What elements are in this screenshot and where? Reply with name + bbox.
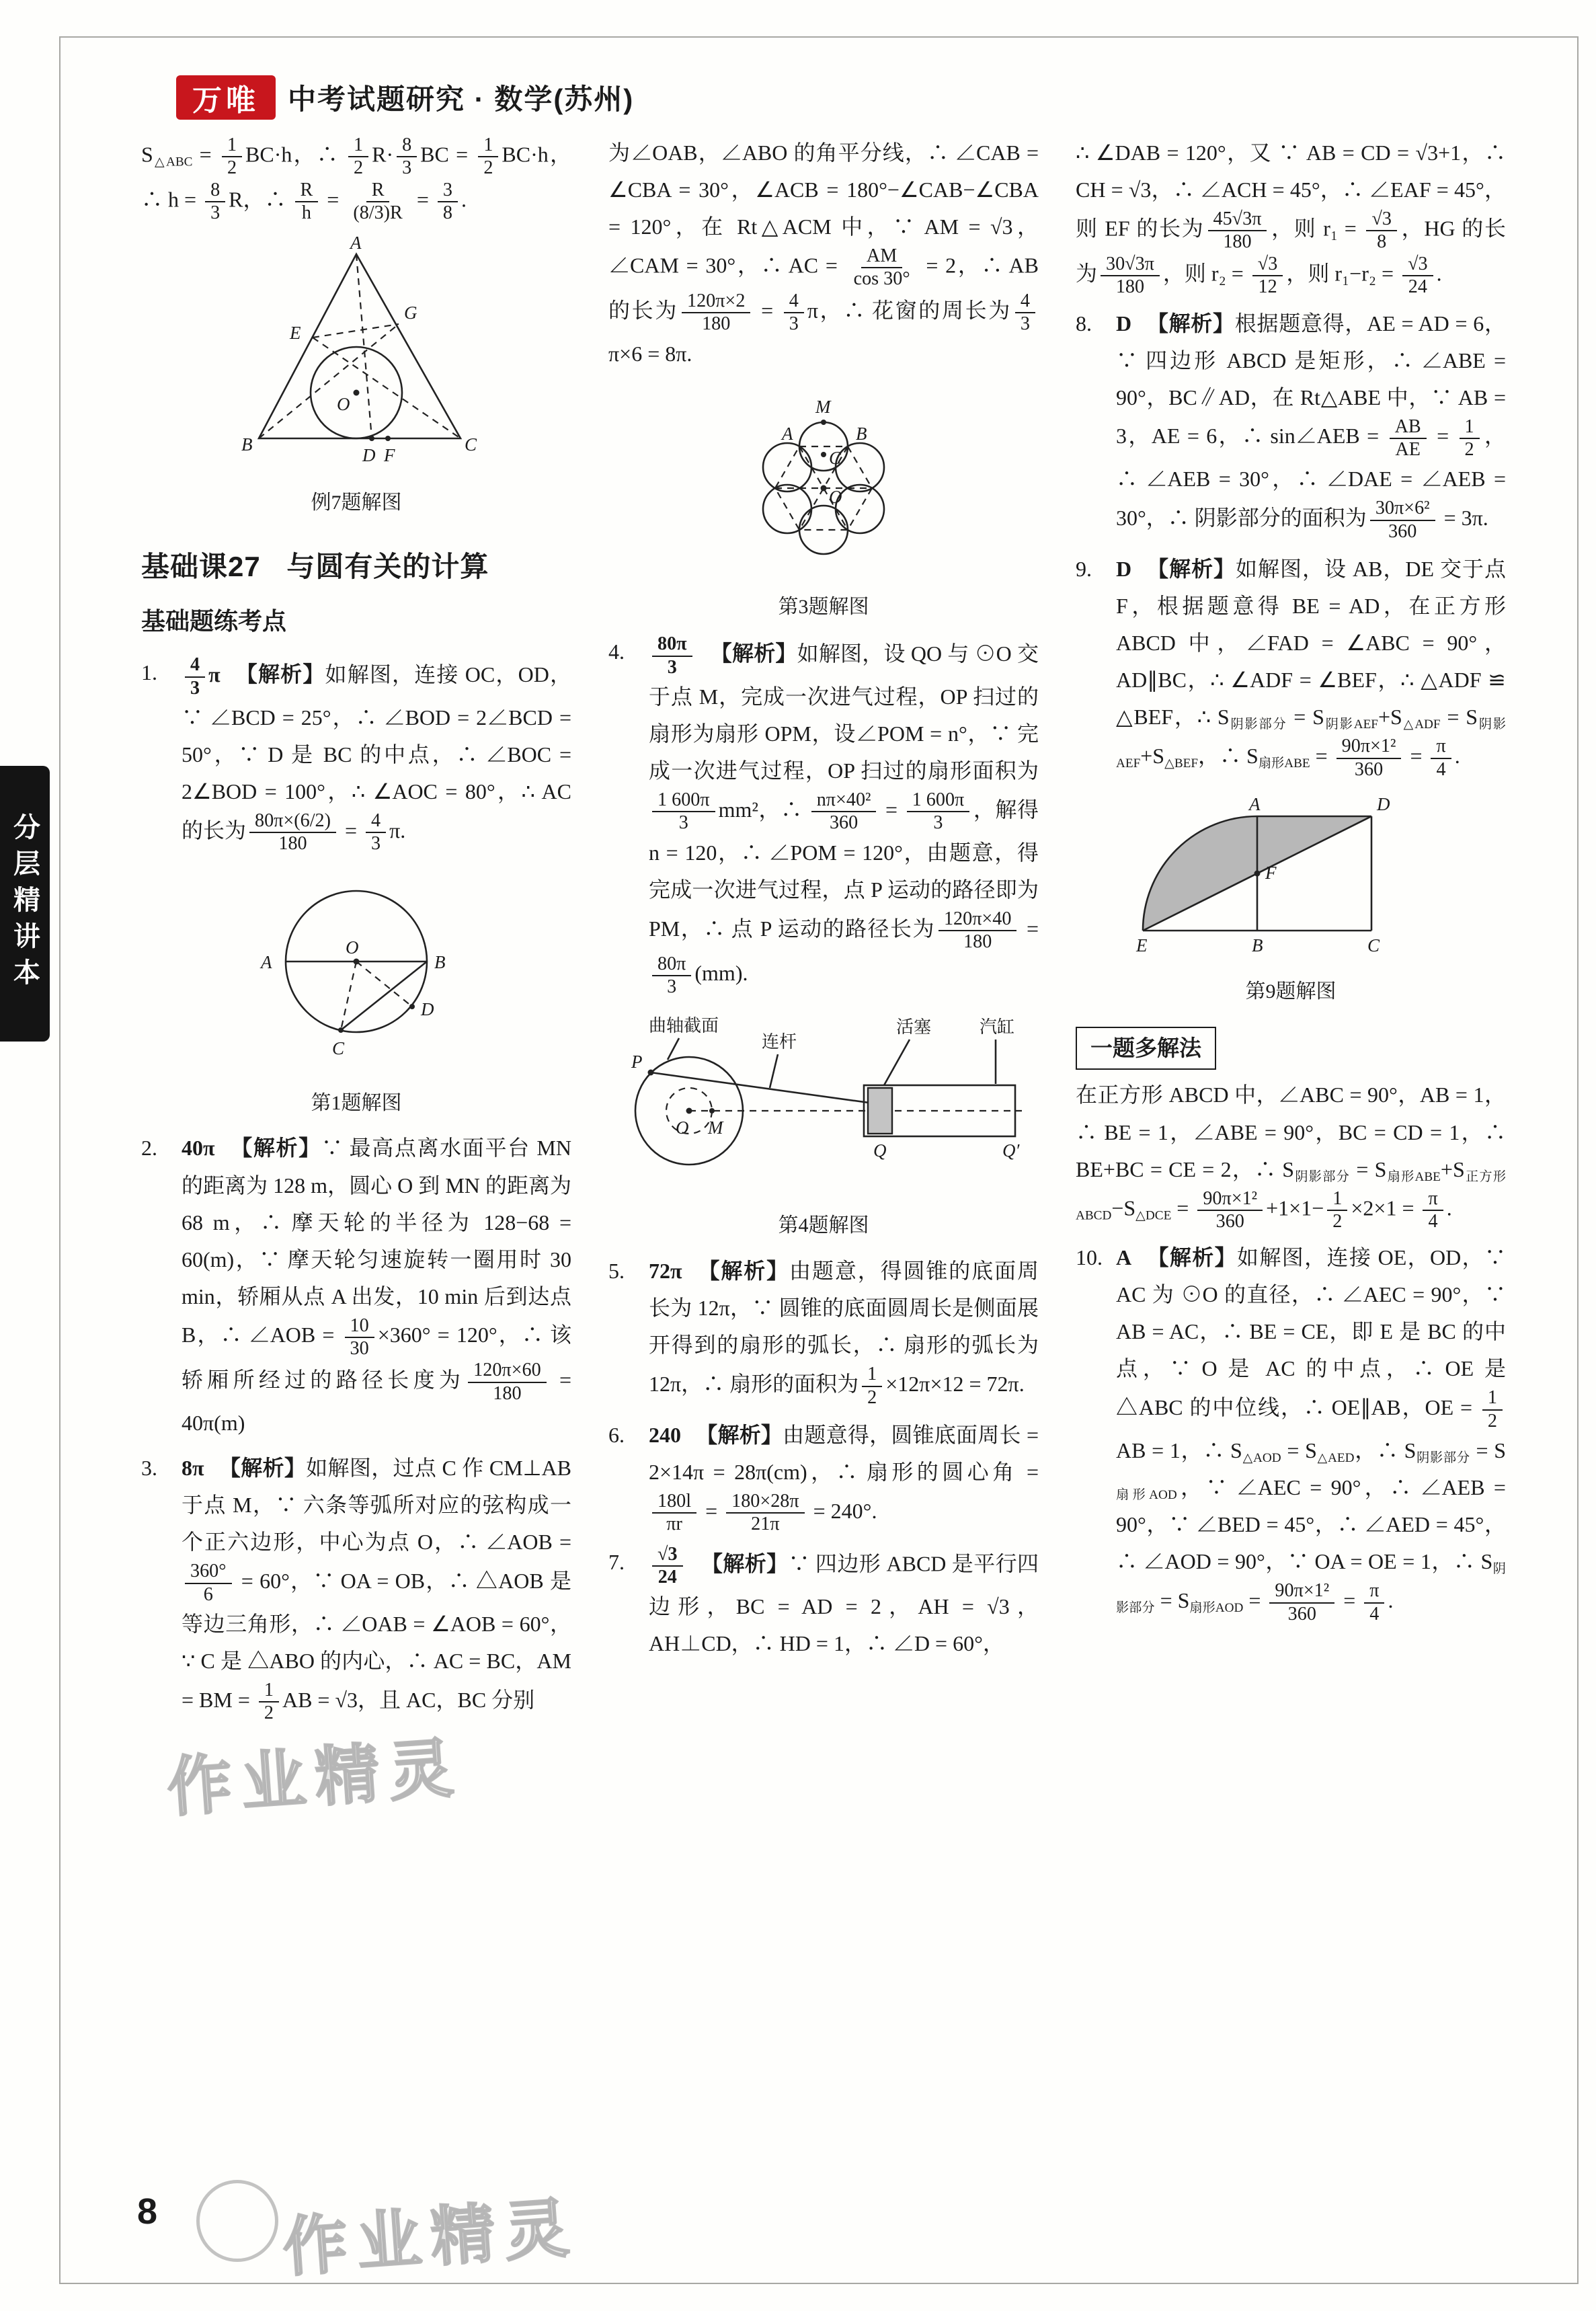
- q4-piston-diagram: [608, 1010, 1039, 1191]
- alt-solution-title: 一题多解法: [1076, 1027, 1216, 1070]
- item-number: 9.: [1076, 557, 1092, 582]
- figure-q3: [608, 385, 1039, 625]
- analysis-label: 【解析】: [701, 1551, 789, 1576]
- sidebar-tab-label: 分层精讲本: [9, 813, 40, 994]
- point-label: A: [350, 232, 362, 253]
- point-label: A: [1249, 794, 1261, 815]
- lesson-number: 基础课27: [141, 551, 261, 583]
- q1-diagram: [255, 867, 457, 1069]
- crank-section-label: 曲轴截面: [649, 1015, 719, 1036]
- point-label: B: [241, 434, 253, 455]
- point-label: O: [829, 486, 842, 507]
- point-label: D: [362, 444, 376, 465]
- item-text: 由题意，得圆锥的底面周长为 12π，∵ 圆锥的底面圆周长是侧面展开得到的扇形的弧长，∴ 扇形的弧长为 12π，∴ 扇形的面积为 $\frac{1}{2}$ ×12π×12 = 72π.: [649, 1259, 1039, 1408]
- example7-diagram: [225, 232, 487, 469]
- point-label: M: [708, 1118, 723, 1138]
- point-label: E: [290, 322, 301, 343]
- item-number: 7.: [608, 1549, 625, 1574]
- watermark-stamp: [196, 2180, 278, 2262]
- item-text: 如解图，设 AB，DE 交于点 F，根据题意得 BE = AD，在正方形 ABCD 中，∠FAD = ∠ABC = 90°，AD∥BC，∴ ∠ADF = ∠BEF，∴ △ADF ≌ △BEF，∴ $S_{阴影部分} = S_{阴影AEF}+S_{\triangle ADF} = S_{阴影AEF}+S_{\triangle BEF}$，∴ $S_{扇形ABE}$ = $\frac{\text{90π×1²}}{360}$ = $\frac{\pi}{4}$ .: [1116, 557, 1507, 780]
- item-answer: $\frac{4}{3}$ π: [182, 662, 221, 687]
- solution-item-1: [141, 654, 571, 855]
- point-label: B: [1252, 935, 1263, 956]
- item-number: 4.: [608, 639, 625, 664]
- item-number: 5.: [608, 1259, 625, 1284]
- brand-title: 中考试题研究 · 数学(苏州): [288, 83, 635, 115]
- item-answer: A: [1116, 1245, 1132, 1270]
- q9-diagram: [1116, 793, 1466, 957]
- analysis-label: 【解析】: [231, 1136, 321, 1161]
- column-right: [1076, 134, 1506, 1733]
- item-number: 3.: [141, 1456, 157, 1481]
- wanwei-logo: 万唯: [176, 75, 276, 120]
- page-number: 8: [137, 2191, 158, 2232]
- carryover-solution: $S_{\triangle ABC}$ = $\frac{1}{2}$ BC·h，∴ $\frac{1}{2}$ R· $\frac{8}{3}$ BC = $\frac{1}{2}$ BC·h，∴ h = $\frac{8}{3}$ R，∴ $\frac{R}{h}$ = $\frac{R}{(8/3)R}$ = $\frac{3}{8}$ .: [141, 134, 571, 224]
- point-label: D: [1377, 794, 1390, 815]
- q3-flower-diagram: [703, 385, 945, 573]
- solution-item-2: [141, 1130, 571, 1442]
- figure-caption: 例7题解图: [311, 491, 402, 514]
- item-text: 如解图，过点 C 作 CM⊥AB 于点 M，∵ 六条等弧所对应的弦构成一个正六边形，中心为点 O，∴ ∠AOB = $\frac{360^\circ}{6}$ = 60°，∵ OA = OB，∴ △AOB 是等边三角形，∴ ∠OAB = ∠AOB = 60°，∵ C 是 △ABO 的内心，∴ AC = BC，AM = BM = $\frac{1}{2}$ AB = √3，且 AC，BC 分别: [182, 1456, 571, 1724]
- item-text: 由题意得，圆锥底面周长 = 2×14π = 28π(cm)，∴ 扇形的圆心角 = $\frac{180l}{\pi r}$ = $\frac{180\times 28\pi}{21\pi}$ = 240°.: [649, 1422, 1039, 1535]
- point-label: A: [261, 951, 272, 972]
- analysis-label: 【解析】: [218, 1456, 307, 1481]
- analysis-label: 【解析】: [696, 1422, 783, 1447]
- alt-solution-box: [1076, 1019, 1506, 1233]
- figure-q1: [141, 867, 571, 1121]
- cylinder-label: 汽缸: [980, 1017, 1015, 1037]
- item-number: 6.: [608, 1422, 625, 1447]
- point-label: C: [1367, 935, 1380, 956]
- analysis-label: 【解析】: [1146, 311, 1235, 336]
- solution-item-6: [608, 1417, 1039, 1536]
- solution-item-8: [1076, 305, 1506, 543]
- rod-label: 连杆: [762, 1031, 797, 1052]
- item-answer: $\frac{√3}{24}$: [649, 1551, 686, 1575]
- analysis-label: 【解析】: [235, 662, 325, 687]
- item-answer: 72π: [649, 1259, 682, 1284]
- figure-q4: [608, 1010, 1039, 1243]
- item-text: 根据题意得，AE = AD = 6，∵ 四边形 ABCD 是矩形，∴ ∠ABE = 90°，BC∥AD，在 Rt△ABE 中，∵ AB = 3，AE = 6，∴ sin∠AEB = $\frac{AB}{AE}$ = $\frac{1}{2}$ ，∴ ∠AEB = 30°，∴ ∠DAE = ∠AEB = 30°，∴ 阴影部分的面积为 $\frac{\text{30π×6²}}{360}$ = 3π.: [1116, 311, 1506, 542]
- point-label: Q: [873, 1140, 887, 1161]
- item-number: 10.: [1076, 1245, 1103, 1270]
- item-number: 1.: [141, 660, 157, 685]
- item-text: 如解图，设 QO 与 ⊙O 交于点 M，完成一次进气过程，OP 扫过的扇形为扇形 OPM，设∠POM = n°，∵ 完成一次进气过程，OP 扫过的扇形面积为 $\frac{1 600\pi}{3}$ mm²，∴ $\frac{\text{nπ×40²}}{360}$ = $\frac{1 600\pi}{3}$ ，解得 n = 120，∴ ∠POM = 120°，由题意，得完成一次进气过程，点 P 运动的路径即为 PM，∴ 点 P 运动的路径长为 $\frac{120\pi\times 40}{180}$ = $\frac{80\pi}{3}$ (mm).: [649, 641, 1039, 998]
- point-label: Q′: [1002, 1140, 1020, 1161]
- point-label: A: [782, 423, 793, 444]
- lesson-heading: [141, 543, 571, 591]
- item-text: ∵ 最高点离水面平台 MN 的距离为 128 m，圆心 O 到 MN 的距离为 68 m，∴ 摩天轮的半径为 128−68 = 60(m)，∵ 摩天轮匀速旋转一圈用时 30 min，轿厢从点 A 出发，10 min 后到达点 B，∴ ∠AOB = $\frac{10}{30}$ ×360° = 120°，∴ 该轿厢所经过的路径长度为 $\frac{120\pi\times 60}{180}$ = 40π(m): [182, 1136, 571, 1436]
- figure-caption: 第3题解图: [778, 595, 869, 618]
- solution-item-7: [608, 1544, 1039, 1663]
- item-answer: 240: [649, 1422, 681, 1447]
- item-text: 如解图，连接 OC，OD，∵ ∠BCD = 25°，∴ ∠BOD = 2∠BCD = 50°，∵ D 是 BC 的中点，∴ ∠BOC = 2∠BOD = 100°，∴ ∠AOC = 80°，∴ AC 的长为 $\frac{80\pi\times(6/2)}{180}$ = $\frac{4}{3}$ π.: [182, 662, 571, 855]
- figure-caption: 第4题解图: [778, 1214, 869, 1237]
- solution-item-5: [608, 1253, 1039, 1409]
- watermark: 作业精灵: [165, 1731, 465, 1825]
- item-answer: 40π: [182, 1136, 215, 1161]
- point-label: E: [1136, 935, 1148, 956]
- figure-example7: [141, 232, 571, 520]
- section-heading: 基础题练考点: [141, 607, 287, 635]
- point-label: B: [856, 423, 867, 444]
- figure-q9: [1076, 793, 1506, 1009]
- analysis-label: 【解析】: [1147, 557, 1236, 582]
- point-label: F: [384, 444, 395, 465]
- point-label: M: [815, 396, 831, 417]
- solution-item-10: [1076, 1239, 1506, 1625]
- alt-solution-text: 在正方形 ABCD 中，∠ABC = 90°，AB = 1，∴ BE = 1，∠ABE = 90°，BC = CD = 1，∴ BE+BC = CE = 2，∴ $S_{阴影部分} = S_{扇形ABE}+S_{正方形ABCD}-S_{\triangle DCE}$ = $\frac{\text{90π×1²}}{360}$ +1×1− $\frac{1}{2}$ ×2×1 = $\frac{\pi}{4}$ .: [1076, 1083, 1507, 1232]
- item-answer: 8π: [182, 1456, 204, 1481]
- point-label: O: [346, 937, 359, 957]
- point-label: D: [421, 998, 434, 1019]
- item-text: 如解图，连接 OE，OD，∵ AC 为 ⊙O 的直径，∴ ∠AEC = 90°，∵ AB = AC，∴ BE = CE，即 E 是 BC 的中点，∵ O 是 AC 的中点，∴ OE 是 △ABC 的中位线，∴ OE∥AB，OE = $\frac{1}{2}$ AB = 1，∴ $S_{\triangle AOD} = S_{\triangle AED}$，∴ $S_{阴影部分} = S_{扇形AOD}$，∵ ∠AEC = 90°，∴ ∠AEB = 90°，∵ ∠BED = 45°，∴ ∠AED = 45°，∴ ∠AOD = 90°，∵ OA = OE = 1，∴ $S_{阴影部分} = S_{扇形AOD}$ = $\frac{\text{90π×1²}}{360}$ = $\frac{\pi}{4}$ .: [1116, 1245, 1506, 1624]
- lesson-title: 与圆有关的计算: [286, 551, 489, 583]
- item-number: 2.: [141, 1136, 157, 1161]
- figure-caption: 第1题解图: [311, 1091, 402, 1114]
- piston-label: 活塞: [896, 1017, 932, 1037]
- point-label: P: [631, 1052, 643, 1072]
- item-text: ∵ 四边形 ABCD 是平行四边形，BC = AD = 2，AH = √3，AH⊥CD，∴ HD = 1，∴ ∠D = 60°，: [649, 1551, 1039, 1656]
- item-answer: D: [1116, 311, 1132, 336]
- continuation-text: ∴ ∠DAB = 120°，又 ∵ AB = CD = √3+1，∴ CH = √3，∴ ∠ACH = 45°，∴ ∠EAF = 45°，则 EF 的长为 $\frac{45√3\pi}{180}$ ，则 r₁ = $\frac{√3}{8}$ ，HG 的长为 $\frac{30√3\pi}{180}$ ，则 r₂ = $\frac{√3}{12}$ ，则 r₁−r₂ = $\frac{√3}{24}$ .: [1076, 141, 1506, 298]
- point-label: O: [337, 393, 350, 414]
- item-answer: $\frac{80\pi}{3}$: [649, 641, 696, 666]
- point-label: C: [332, 1037, 345, 1058]
- point-label: B: [434, 951, 446, 972]
- brand-header: [169, 75, 641, 120]
- watermark: 作业精灵: [280, 2191, 581, 2285]
- point-label: C: [465, 434, 477, 455]
- solution-item-3: [141, 1450, 571, 1725]
- point-label: G: [404, 302, 417, 323]
- solution-item-4: [608, 633, 1039, 998]
- column-left: [141, 134, 571, 1733]
- content-columns: [141, 134, 1506, 1733]
- item-number: 8.: [1076, 311, 1092, 336]
- point-label: O: [676, 1118, 689, 1138]
- solution-item-9: [1076, 551, 1506, 781]
- column-middle: [608, 134, 1039, 1733]
- point-label: F: [1265, 863, 1277, 884]
- continuation-text: 为∠OAB，∠ABO 的角平分线，∴ ∠CAB = ∠CBA = 30°，∠ACB = 180°−∠CAB−∠CBA = 120°，在 Rt△ACM 中，∵ AM = √3，∠CAM = 30°，∴ AC = $\frac{AM}{\cos 30^\circ}$ = 2，∴ AB 的长为 $\frac{120\pi\times 2}{180}$ = $\frac{4}{3}$ π，∴ 花窗的周长为 $\frac{4}{3}$ π×6 = 8π.: [608, 141, 1039, 366]
- item-answer: D: [1116, 557, 1132, 582]
- analysis-label: 【解析】: [698, 1259, 790, 1284]
- figure-caption: 第9题解图: [1245, 980, 1336, 1003]
- sidebar-tab: [0, 766, 50, 1042]
- analysis-label: 【解析】: [1147, 1245, 1237, 1270]
- analysis-label: 【解析】: [710, 641, 797, 666]
- point-label: C: [829, 447, 842, 468]
